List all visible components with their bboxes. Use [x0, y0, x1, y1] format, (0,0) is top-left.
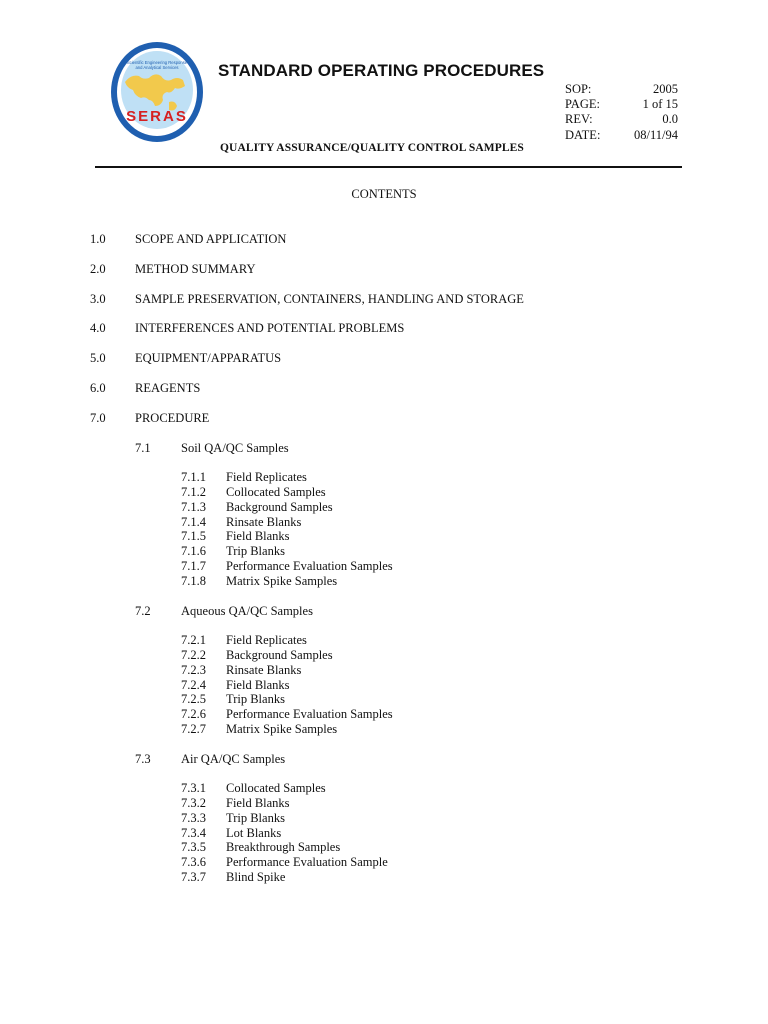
toc-label: Trip Blanks — [226, 544, 285, 559]
toc-label: Field Blanks — [226, 529, 290, 544]
header-divider — [95, 166, 682, 168]
toc-label: Soil QA/QC Samples — [181, 441, 289, 455]
toc-label: Matrix Spike Samples — [226, 573, 338, 588]
toc-number: 7.2.1 — [181, 633, 206, 647]
toc-label: Breakthrough Samples — [226, 840, 341, 855]
logo-subtext-2: and Analytical Services — [135, 65, 179, 70]
meta-value: 08/11/94 — [634, 127, 678, 142]
toc-label: Rinsate Blanks — [226, 514, 302, 529]
toc-label: Aqueous QA/QC Samples — [181, 604, 313, 618]
toc-label: Trip Blanks — [226, 692, 285, 707]
meta-value: 2005 — [653, 82, 678, 96]
toc-label: EQUIPMENT/APPARATUS — [135, 351, 282, 366]
toc-number: 6.0 — [90, 381, 106, 395]
toc-number: 7.2.6 — [181, 707, 206, 722]
toc-number: 4.0 — [90, 321, 106, 336]
meta-page — [565, 97, 678, 112]
toc-label: REAGENTS — [135, 381, 201, 395]
meta-rev — [565, 112, 678, 127]
meta-label: SOP: — [565, 82, 592, 96]
toc-number: 7.2 — [135, 604, 151, 618]
toc-label: METHOD SUMMARY — [135, 261, 256, 276]
meta-date — [565, 128, 678, 143]
toc-number: 7.1.7 — [181, 559, 206, 574]
toc-label: PROCEDURE — [135, 410, 210, 425]
toc-number: 7.1 — [135, 441, 151, 455]
meta-label: REV: — [565, 112, 593, 127]
toc-label: Performance Evaluation Samples — [226, 707, 393, 722]
document-title: STANDARD OPERATING PROCEDURES — [218, 61, 545, 80]
toc-label: Lot Blanks — [226, 825, 282, 840]
toc-label: SAMPLE PRESERVATION, CONTAINERS, HANDLING AND STORAGE — [135, 291, 524, 306]
toc-label: Field Blanks — [226, 795, 290, 810]
toc-number: 7.1.8 — [181, 573, 206, 588]
toc-label: Field Replicates — [226, 470, 307, 484]
toc-number: 5.0 — [90, 351, 106, 366]
document-meta — [565, 82, 678, 143]
toc-number: 7.2.5 — [181, 692, 206, 707]
seras-logo-graphic — [109, 40, 205, 144]
document-subtitle: QUALITY ASSURANCE/QUALITY CONTROL SAMPLES — [220, 142, 524, 154]
seras-logo — [109, 40, 205, 144]
toc-label: Background Samples — [226, 647, 333, 662]
meta-label: DATE: — [565, 127, 601, 142]
toc-label: Rinsate Blanks — [226, 662, 302, 677]
toc-label: SCOPE AND APPLICATION — [135, 232, 287, 246]
logo-text: SERAS — [126, 108, 188, 125]
toc-number: 7.3.4 — [181, 825, 206, 840]
meta-sop — [565, 82, 678, 97]
toc-number: 7.1.4 — [181, 514, 206, 529]
toc-label: Air QA/QC Samples — [181, 752, 286, 766]
meta-value: 0.0 — [662, 112, 678, 127]
meta-value: 1 of 15 — [642, 97, 678, 112]
toc-number: 2.0 — [90, 261, 106, 276]
toc-number: 7.0 — [90, 410, 106, 425]
toc-number: 7.1.6 — [181, 544, 206, 559]
toc-number: 7.1.5 — [181, 529, 206, 544]
logo-subtext-1: Scientific Engineering Response — [126, 60, 188, 65]
toc-number: 7.1.3 — [181, 499, 206, 514]
toc-label: Collocated Samples — [226, 484, 326, 499]
toc-number: 7.3.5 — [181, 840, 206, 855]
toc-number: 7.3 — [135, 752, 151, 766]
toc-label: Performance Evaluation Samples — [226, 559, 393, 574]
toc-number: 7.1.1 — [181, 470, 206, 484]
toc-label: Background Samples — [226, 499, 333, 514]
toc-number: 7.3.6 — [181, 855, 206, 870]
toc-label: Matrix Spike Samples — [226, 722, 338, 737]
toc-number: 7.1.2 — [181, 484, 206, 499]
toc-label: INTERFERENCES AND POTENTIAL PROBLEMS — [135, 321, 405, 336]
toc-label: Collocated Samples — [226, 781, 326, 795]
toc-number: 7.3.2 — [181, 795, 206, 810]
toc-number: 7.2.4 — [181, 677, 206, 692]
toc-label: Trip Blanks — [226, 810, 285, 825]
contents-heading: CONTENTS — [351, 187, 417, 201]
toc-label: Performance Evaluation Sample — [226, 855, 388, 870]
toc-number: 7.3.7 — [181, 870, 206, 885]
toc-number: 7.2.3 — [181, 662, 206, 677]
toc-number: 1.0 — [90, 232, 106, 246]
toc-label: Field Replicates — [226, 633, 307, 647]
toc-number: 7.2.7 — [181, 722, 206, 737]
toc-number: 7.3.3 — [181, 810, 206, 825]
meta-label: PAGE: — [565, 97, 600, 112]
toc-number: 7.3.1 — [181, 781, 206, 795]
toc-label: Blind Spike — [226, 870, 286, 885]
toc-number: 3.0 — [90, 291, 106, 306]
toc-label: Field Blanks — [226, 677, 290, 692]
toc-number: 7.2.2 — [181, 647, 206, 662]
